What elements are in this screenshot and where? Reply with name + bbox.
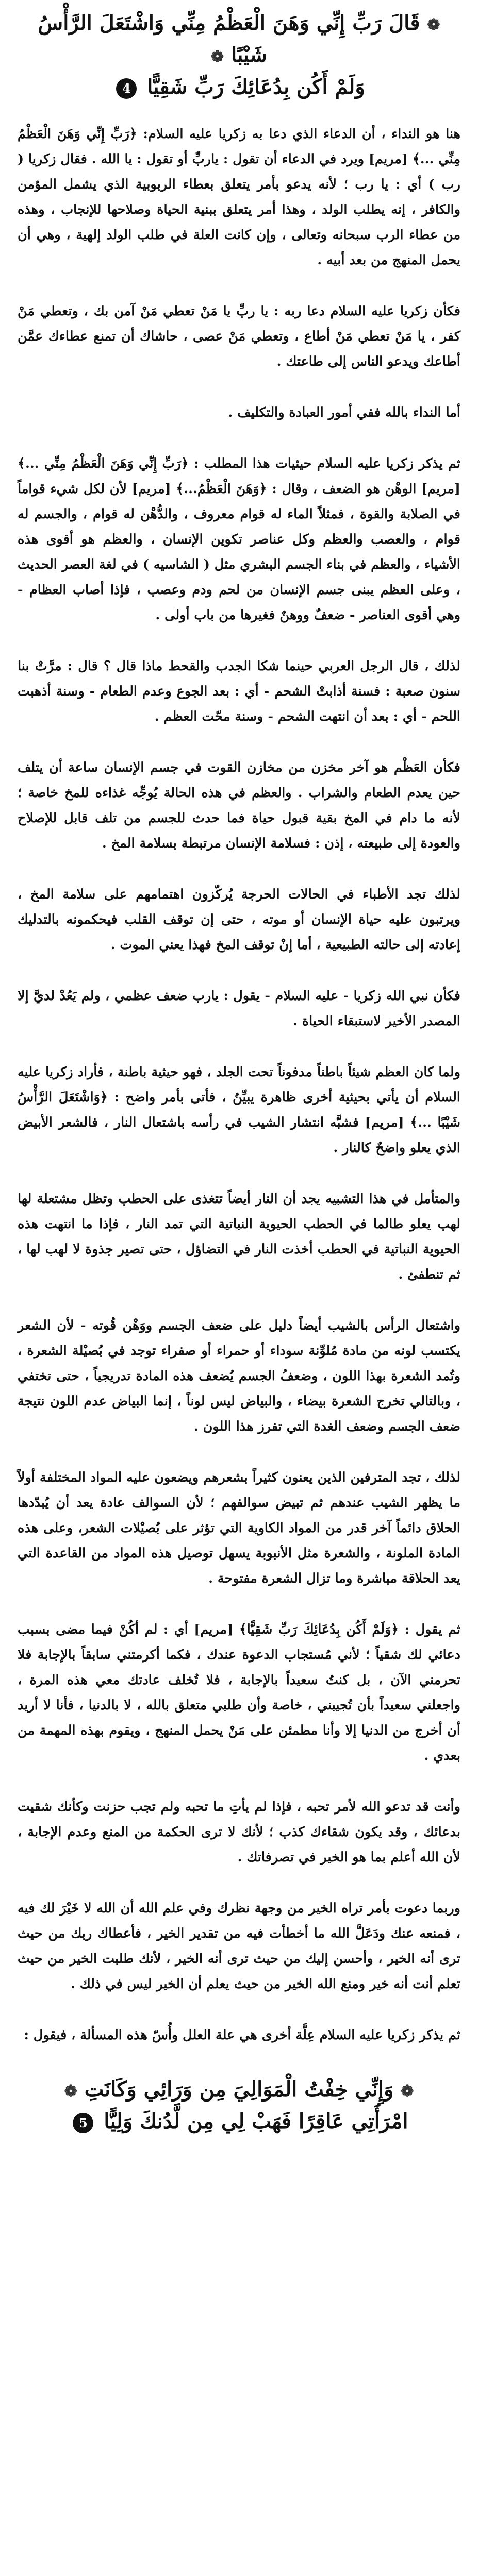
top-verse-line-2 xyxy=(18,71,460,103)
ornament-icon: ❁ xyxy=(401,2082,414,2100)
commentary-paragraph: لذلك ، قال الرجل العربي حينما شكا الجدب والقحط ماذا قال ؟ قال : مرَّتْ بنا سنون صعبة : فسنة أذابتْ الشحم - أي : بعد الجوع وعدم الطعام - وسنة أذهبت اللحم - أي : بعد أن انتهت الشحم - وسنة محّت العظم . xyxy=(18,658,460,724)
bottom-verse-text-2: امْرَأَتِي عَاقِرًا فَهَبْ لِي مِن لَّدُنكَ وَلِيًّا xyxy=(104,2109,408,2133)
bottom-verse-line-2 xyxy=(18,2106,460,2138)
commentary-body xyxy=(18,122,460,2048)
commentary-paragraph: ثم يقول : ﴿وَلَمْ أَكُن بِدُعَائِكَ رَبِّ شَقِيًّا﴾ [مريم] أي : لم أكُنْ فيما مضى بسبب دعائي لك شقياً ؛ لأني مُستجاب الدعوة عندك ، فكما أكرمتني سابقاً بالإجابة فلا تحرمني الآن ، بل كنتُ سعيداً بالإجابة ، فلا تُخلف عادتك معي هذه المرة ، واجعلني سعيداً بأن تُجيبني ، خاصة وأن طلبي متعلق بالله ، لا بالدنيا ، فأنا لا أريد أن أخرج من الدنيا إلا وأنا مطمئن على مَنْ يحمل المنهج ، ويقوم بهذه المهمة من بعدي . xyxy=(18,1622,460,1764)
bottom-verse-text-1: وَإِنِّي خِفْتُ الْمَوَالِيَ مِن وَرَائِي وَكَانَتِ xyxy=(84,2077,394,2102)
commentary-paragraph: ثم يذكر زكريا عليه السلام عِلَّة أخرى هي علة العلل وأُسّ هذه المسألة ، فيقول : xyxy=(24,2027,460,2043)
commentary-paragraph: هنا هو النداء ، أن الدعاء الذي دعا به زكريا عليه السلام: ﴿رَبِّ إِنِّي وَهَنَ الْعَظْمُ مِنِّي ...﴾ [مريم] ويرد في الدعاء أن تقول : ياربِّ أو تقول : يا الله . فقال زكريا ( رب ) أي : يا رب ؛ لأنه يدعو بأمر يتعلق بعطاء الربوبية الذي يشمل المؤمن والكافر ، إنه يطلب الولد ، وهذا أمر يتعلق ببنية الحياة وصلاحها للإنجاب ، وهذه من عطاء الرب سبحانه وتعالى ، وإن كانت العلة في طلب الولد إلهية ، وهي أن يحمل المنهج من بعد أبيه . xyxy=(18,126,460,268)
commentary-paragraph: لذلك ، تجد المترفين الذين يعنون كثيراً بشعرهم ويضعون عليه المواد المختلفة أولاً ما يظهر الشيب عندهم ثم تبيض سوالفهم ؛ لأن السوالف عادة يعد أن يُبدّدها الحلاق دائماً آخر قدر من المواد الكاوية التي تؤثر على بُصيْلات الشعر، وعلى هذه المادة الملونة ، والشعرة مثل الأنبوبة يسهل توصيل هذه المواد من القاعدة التي يعد الحلاقة مباشرة وما تزال الشعرة مفتوحة . xyxy=(18,1470,460,1586)
top-verse-banner xyxy=(18,7,460,103)
ornament-icon: ❁ xyxy=(64,2082,77,2100)
top-verse-text-1: قَالَ رَبِّ إِنِّي وَهَنَ الْعَظْمُ مِنِّي وَاشْتَعَلَ الرَّأْسُ شَيْبًا xyxy=(38,11,420,67)
commentary-paragraph: والمتأمل في هذا التشبيه يجد أن النار أيضاً تتغذى على الحطب وتظل مشتعلة لها لهب يعلو طالما في الحطب الحيوية النباتية التي تمد النار ، فإذا ما انتهت هذه الحيوية النباتية في الحطب أخذت النار في التضاؤل ، حتى تصير جذوة لا لهب لها ، ثم تنطفئ . xyxy=(18,1191,460,1282)
commentary-paragraph: لذلك تجد الأطباء في الحالات الحرجة يُركّزون اهتمامهم على سلامة المخ ، ويرتبون عليه حياة الإنسان أو موته ، حتى إن توقف القلب فيحكمونه بالتدليك إعادته إلى حالته الطبيعية ، أما إنْ توقف المخ فهذا يعني الموت . xyxy=(18,887,460,953)
commentary-paragraph: واشتعال الرأس بالشيب أيضاً دليل على ضعف الجسم ووَهْن قُوته - لأن الشعر يكتسب لونه من مادة مُلوِّنة سوداء أو حمراء أو صفراء توجد في بُصيْلة الشعرة ، وتُمد الشعرة بهذا اللون ، وضعفُ الجسم يُضعف هذه المادة تدريجياً ، حتى تختفي ، وبالتالي تخرج الشعرة بيضاء ، والبياض ليس لوناً ، إنما البياض عدم اللون نتيجة ضعف الجسم وضعف الغدة التي تفرز هذا اللون . xyxy=(18,1318,460,1434)
ornament-icon: ❁ xyxy=(211,48,224,66)
commentary-paragraph: وأنت قد تدعو الله لأمر تحبه ، فإذا لم يأتِ ما تحبه ولم تجب حزنت وكأنك شقيت بدعائك ، وقد يكون شقاءك كذب ؛ لأنك لا ترى الحكمة من المنع وعدم الإجابة ، لأن الله أعلم بما هو الخير في تصرفاتك . xyxy=(18,1799,460,1865)
verse-number-badge: 5 xyxy=(73,2113,93,2133)
verse-number-badge: 4 xyxy=(116,78,137,99)
commentary-paragraph: ولما كان العظم شيئاً باطناً مدفوناً تحت الجلد ، فهو حيثية باطنة ، فأراد زكريا عليه السلام أن يأتي بحيثية أخرى ظاهرة يبيِّنُ ، فأتى بأمر واضح : ﴿وَاشْتَعَلَ الرَّأْسُ شَيْبًا ...﴾ [مريم] فشبَّه انتشار الشيب في رأسه باشتعال النار ، فالشعر الأبيض الذي يعلو واضحٌ كالنار . xyxy=(18,1064,460,1156)
ornament-icon: ❁ xyxy=(427,16,440,34)
top-verse-line-1 xyxy=(18,7,460,71)
commentary-paragraph: ثم يذكر زكريا عليه السلام حيثيات هذا المطلب : ﴿رَبِّ إِنِّي وَهَنَ الْعَظْمُ مِنِّي ...﴾ [مريم] الوهْن هو الضعف ، وقال : ﴿وَهَنَ الْعَظْمُ...﴾ [مريم] لأن لكل شيء قواماً في الصلابة والقوة ، فمثلاً الماء له قوام معروف ، والدُّهْن له قوام ، والجسم له قوام ، والعصب والعظم وكل عناصر تكوين الإنسان ، والعظم هو أقوى هذه الأشياء ، والعظم في بناء الجسم البشري مثل ( الشاسيه ) في لغة العصر الحديث ، وعلى العظم يبنى جسم الإنسان من لحم ودم وعصب ، فإذا أصاب العظام - وهي أقوى العناصر - ضعفٌ ووهنٌ فغيرها من باب أولى . xyxy=(18,456,460,623)
commentary-paragraph: وربما دعوت بأمر تراه الخير من وجهة نظرك وفي علم الله أن الله لا خَيْرَ لك فيه ، فمنعه عنك ودَعَلَّ الله ما أخطأت فيه من تقدير الخير ، فأعطاك ربك من حيث ترى أنه الخير ، وأحسن إليك من حيث ترى أنه الخير ، لأنك طلبت الخير من حيث تعلم أنت أنه خير ومنع الله الخير من حيث يعلم أن الخير ليس في ذلك . xyxy=(18,1901,460,1992)
top-verse-text-2: وَلَمْ أَكُن بِدُعَائِكَ رَبِّ شَقِيًّا xyxy=(147,75,365,99)
bottom-verse-line-1 xyxy=(18,2074,460,2106)
bottom-verse-banner xyxy=(18,2074,460,2138)
commentary-paragraph: فكأن نبي الله زكريا - عليه السلام - يقول : يارب ضعف عظمي ، ولم يَعُدْ لديَّ إلا المصدر الأخير لاستبقاء الحياة . xyxy=(18,988,460,1029)
commentary-paragraph: فكأن العَظْم هو آخر مخزن من مخازن القوت في جسم الإنسان ساعة أن يتلف حين يعدم الطعام والشراب . والعظم في هذه الحالة يُوجِّه غذاءه للمخ خاصة ؛ لأنه ما دام في المخ بقية قبول حياة فما حدث للجسم من تلف قابل للإصلاح والعودة إلى طبيعته ، إذن : فسلامة الإنسان مرتبطة بسلامة المخ . xyxy=(18,760,460,851)
commentary-paragraph: أما النداء بالله ففي أمور العبادة والتكليف . xyxy=(228,405,460,420)
commentary-paragraph: فكأن زكريا عليه السلام دعا ربه : يا ربِّ يا مَنْ تعطي مَنْ آمن بك ، وتعطي مَنْ كفر ، يا مَنْ تعطي مَنْ أطاع ، وتعطي مَنْ عصى ، حاشاك أن تمنع عطاءك عمَّن أطاعك ويدعو الناس إلى طاعتك . xyxy=(18,303,460,369)
